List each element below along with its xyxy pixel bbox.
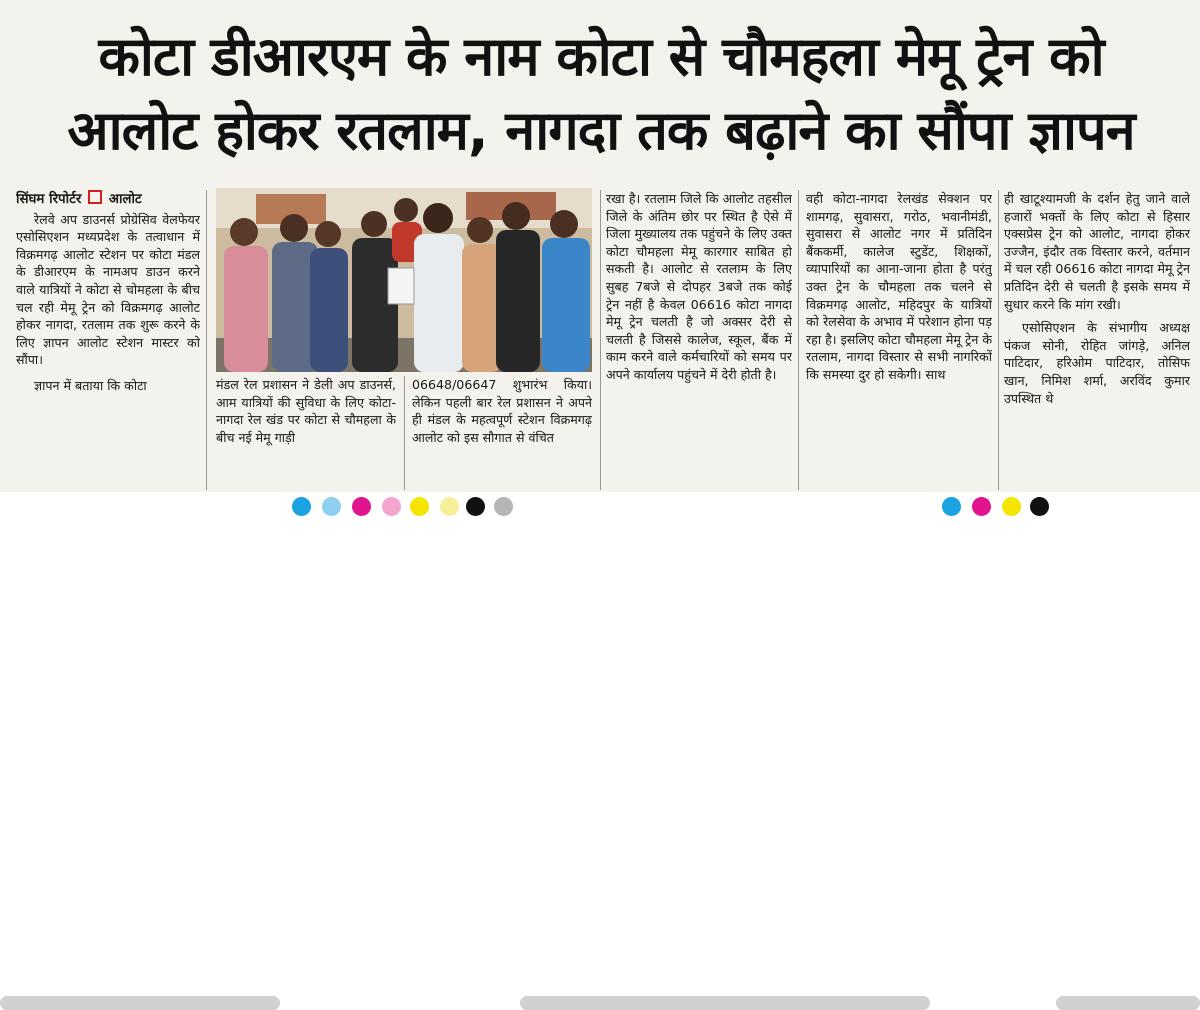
column-rule: [998, 190, 999, 490]
byline-separator-icon: [88, 190, 102, 204]
article-paragraph: वही कोटा-नागदा रेलखंड सेक्शन पर शामगढ़, सुवासरा, गरोठ, भवानीमंडी, सुवासरा से आलोट नगर में प्रतिदिन बैंककर्मी, कालेज स्टुडेंट, शिक्षकों, व्यापारियों का आना-जाना होता है परंतु उक्त ट्रेन के चौमहला तक चलने से विक्रमगढ़ आलोट, महिदपुर के यात्रियों को रेलसेवा के अभाव में परेशान होना पड़ रहा है। इसलिए कोटा चौमहला मेमू ट्रेन के रतलाम, नागदा विस्तार से सभी नागरिकों कि समस्या दुर हो सकेगी। साथ: [806, 191, 992, 382]
registration-dot: [466, 497, 485, 516]
column-rule: [600, 190, 601, 490]
article-paragraph: ही खाटूश्यामजी के दर्शन हेतु जाने वाले हजारों भक्तों के लिए कोटा से हिसार एक्सप्रेस ट्रेन को आलोट, नागदा होकर उज्जैन, इंदौर तक विस्तार करने, वर्तमान में चल रही 06616 कोटा नागदा मेमू ट्रेन प्रतिदिन देरी से चलती है इसके समय में सुधार करने कि मांग रखी।: [1004, 191, 1190, 312]
article-column-4: [606, 190, 792, 490]
article-column-6: [1004, 190, 1190, 490]
registration-dot: [382, 497, 401, 516]
column-rule: [206, 190, 207, 490]
article-paragraph: मंडल रेल प्रशासन ने डेली अप डाउनर्स, आम यात्रियों की सुविधा के लिए कोटा-नागदा रेल खंड पर कोटा से चौमहला के बीच नई मेमू गाड़ी: [216, 377, 396, 445]
registration-bar: [520, 996, 930, 1010]
byline-place: आलोट: [108, 192, 142, 207]
group-photo-image: [216, 188, 592, 372]
newspaper-clipping: [0, 0, 1200, 492]
article-paragraph: 06648/06647 शुभारंभ किया। लेकिन पहली बार रेल प्रशासन ने अपने ही मंडल के महत्वपूर्ण स्टेशन विक्रमगढ़ आलोट को इस सौगात से वंचित: [412, 377, 592, 445]
article-paragraph: रेलवे अप डाउनर्स प्रोग्रेसिव वेलफेयर एसोसिएशन मध्यप्रदेश के तत्वाधान में विक्रमगढ़ आलोट स्टेशन पर कोटा मंडल के डीआरएम के नामअप डाउन करने वाले यात्रियों ने कोटा से चोमहला के बीच चल रही मेमू ट्रेन को विक्रमगढ़ आलोट होकर नागदा, रतलाम तक शुरू करने के लिए ज्ञापन आलोट स्टेशन मास्टर को सौंपा।: [16, 211, 200, 368]
registration-dot: [322, 497, 341, 516]
article-column-3: [412, 376, 592, 490]
registration-dot: [410, 497, 429, 516]
registration-dot: [972, 497, 991, 516]
article-paragraph: एसोसिएशन के संभागीय अध्यक्ष पंकज सोनी, रोहित जांगड़े, अनिल पाटिदार, हरिओम पाटिदार, तोसिफ खान, निमिश शर्मा, अरविंद कुमार उपस्थित थे: [1004, 320, 1190, 406]
registration-dot: [494, 497, 513, 516]
byline-reporter: सिंघम रिपोर्टर: [16, 192, 82, 207]
registration-dot: [1030, 497, 1049, 516]
registration-bar: [0, 996, 280, 1010]
article-column-1: [16, 190, 200, 490]
byline: [16, 190, 200, 209]
registration-dot: [292, 497, 311, 516]
article-column-2: [216, 376, 396, 490]
registration-dot: [352, 497, 371, 516]
headline-line-1: कोटा डीआरएम के नाम कोटा से चौमहला मेमू ट्रेन को: [98, 25, 1104, 88]
registration-bar: [1056, 996, 1200, 1010]
article-column-5: [806, 190, 992, 490]
headline-line-2: आलोट होकर रतलाम, नागदा तक बढ़ाने का सौंपा ज्ञापन: [67, 99, 1135, 162]
article-paragraph: रखा है। रतलाम जिले कि आलोट तहसील जिले के अंतिम छोर पर स्थित है ऐसे में जिला मुख्यालय तक पहुंचने के लिए उक्त कोटा चौमहला मेमू कारगार साबित हो सकती है। आलोट से रतलाम के लिए सुबह 7बजे से दोपहर 3बजे तक कोई ट्रेन नहीं है केवल 06616 कोटा नागदा मेमू ट्रेन चलती है जो अक्सर देरी से चलती है जिससे कालेज, स्कूल, बैंक में काम करने वाले कर्मचारियों को समय पर अपने कार्यालय पहुंचने में देरी होती है।: [606, 191, 792, 382]
registration-dot: [942, 497, 961, 516]
article-paragraph: ज्ञापन में बताया कि कोटा: [34, 377, 147, 393]
column-rule: [404, 376, 405, 490]
column-rule: [798, 190, 799, 490]
registration-dot: [1002, 497, 1021, 516]
news-photo: [216, 188, 592, 372]
registration-dot: [440, 497, 459, 516]
